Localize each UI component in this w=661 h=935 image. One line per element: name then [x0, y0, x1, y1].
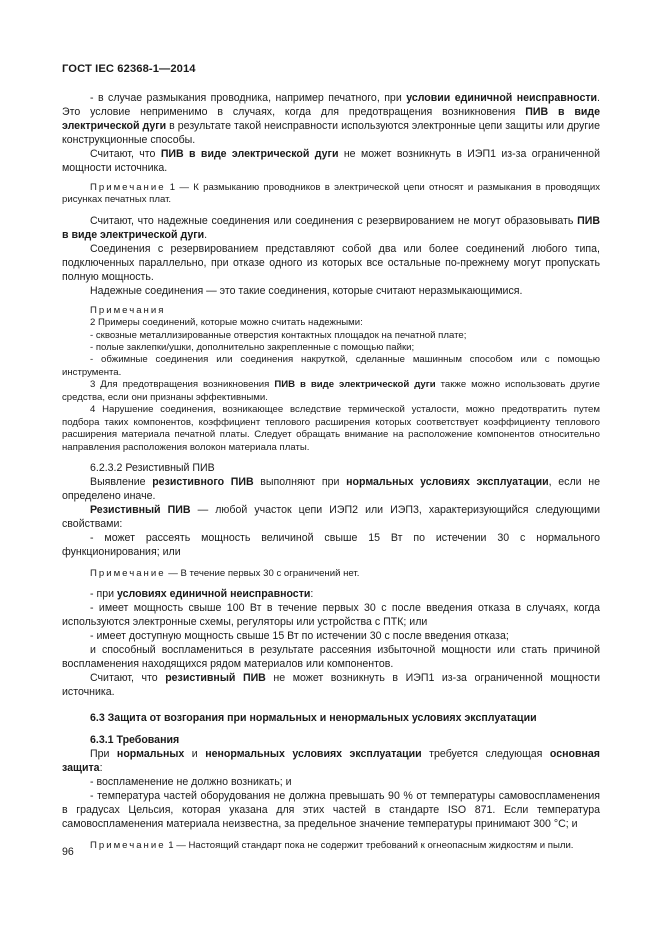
page-body	[62, 92, 600, 852]
list-item-no-ignition: - воспламенение не должно возникать; и	[90, 776, 292, 789]
term-arcing-pis: ПИВ в виде электрической дуги	[160, 147, 339, 160]
term-resistive-pis: резистивного ПИВ	[152, 476, 254, 489]
paragraph-ignition-capable: и способный воспламениться в результате рассеяния избыточной мощности или стать причиной воспламенения находящихся рядом материалов или компонентов.	[62, 644, 600, 671]
term-arcing-pis: ПИВ в виде электрической дуги	[62, 214, 600, 241]
term-single-fault: условиях единичной неисправности	[116, 588, 311, 601]
paragraph-reliable-connections: Считают, что надежные соединения или соединения с резервированием не могут образовывать ПИВ в виде электрической дуги.	[62, 214, 600, 241]
paragraph-reliable-definition: Надежные соединения — это такие соединения, которые считают неразмыкающимися.	[90, 284, 523, 297]
paragraph-basic-safeguard: При нормальных и ненормальных условиях эксплуатации требуется следующая основная защита:	[62, 748, 600, 775]
term-abnormal-conditions: ненормальных условиях эксплуатации	[205, 748, 422, 761]
paragraph-resistive-es1: Считают, что резистивный ПИВ не может возникнуть в ИЭП1 из-за ограниченной мощности источника.	[62, 672, 600, 699]
list-item-temperature-limit: - температура частей оборудования не должна превышать 90 % от температуры самовоспламенения в градусах Цельсия, которая указана для этих частей в стандарте ISO 871. Если температура самовоспламенения материала неизвестна, за предельное значение температуры принимают 300 °С; и	[62, 790, 600, 830]
term-arcing-pis: ПИВ в виде электрической дуги	[62, 105, 601, 132]
notes-block	[62, 305, 600, 455]
note-2-item: - сквозные металлизированные отверстия контактных площадок на печатной плате;	[90, 329, 467, 341]
section-heading-6-3: 6.3 Защита от возгорания при нормальных и ненормальных условиях эксплуатации	[90, 712, 537, 725]
notes-label: Примечания	[90, 304, 166, 316]
term-normal-conditions: нормальных условиях эксплуатации	[346, 476, 549, 489]
term-resistive-pis: резистивный ПИВ	[165, 672, 266, 685]
paragraph-resistive-definition: Резистивный ПИВ — любой участок цепи ИЭП2 или ИЭП3, характеризующийся следующими свойствами:	[62, 504, 600, 531]
list-item-single-fault: - при условиях единичной неисправности:	[90, 588, 314, 601]
paragraph-open-circuit: - в случае размыкания проводника, например печатного, при условии единичной неисправности. Это условие неприменимо в случаях, когда для предотвращения возникновения ПИВ в виде электрической дуги в результате такой неисправности используются электронные цепи защиты или другие конструкционные способы.	[62, 92, 601, 146]
note-3: 3 Для предотвращения возникновения ПИВ в виде электрической дуги также можно использовать другие средства, если они признаны эффективными.	[62, 379, 600, 403]
term-arcing-pis: ПИВ в виде электрической дуги	[274, 379, 436, 391]
document-header: ГОСТ IEC 62368-1—2014	[62, 63, 196, 75]
note-1: Примечание 1 — К размыканию проводников в электрической цепи относят и размыкания в проводящих рисунках печатных плат.	[62, 181, 600, 206]
term-resistive-pis: Резистивный ПИВ	[90, 504, 191, 517]
list-item-power-100w: - имеет мощность свыше 100 Вт в течение первых 30 с после введения отказа в случаях, когда используются электронные схемы, регуляторы или устройства с ПТК; или	[62, 602, 600, 629]
note-label: Примечание	[90, 839, 166, 851]
note-2-item: - полые заклепки/ушки, дополнительно закрепленные с помощью пайки;	[90, 341, 415, 353]
note-flammable-liquids: Примечание 1 — Настоящий стандарт пока не содержит требований к огнеопасным жидкостям и пыли.	[90, 839, 574, 851]
note-first-30s: Примечание — В течение первых 30 с ограничений нет.	[90, 567, 360, 579]
page-number: 96	[62, 846, 74, 858]
note-2: 2 Примеры соединений, которые можно считать надежными:	[90, 317, 363, 329]
note-2-item: - обжимные соединения или соединения накруткой, сделанные машинным способом или с помощью инструмента.	[62, 354, 600, 378]
section-heading-6-2-3-2: 6.2.3.2 Резистивный ПИВ	[90, 462, 215, 475]
note-4: 4 Нарушение соединения, возникающее вследствие термической усталости, можно предотвратить путем подбора таких компонентов, коэффициент теплового расширения которых соответствует коэффициенту теплового расширения материала печатной платы. Следует обращать внимание на расположение компонентов относительно направления расположения волокон материала платы.	[62, 404, 600, 453]
paragraph-arcing-es1: Считают, что ПИВ в виде электрической дуги не может возникнуть в ИЭП1 из-за ограниченной мощности источника.	[62, 147, 600, 174]
list-item-available-15w: - имеет доступную мощность свыше 15 Вт по истечении 30 с после введения отказа;	[90, 630, 509, 643]
term-basic-safeguard: основная защита	[62, 748, 600, 775]
term-single-fault: условии единичной неисправности	[406, 92, 598, 104]
section-heading-6-3-1: 6.3.1 Требования	[90, 734, 180, 747]
term-normal: нормальных	[116, 748, 185, 761]
note-label: Примечание	[90, 567, 166, 579]
paragraph-redundant-connections: Соединения с резервированием представляют собой два или более соединений любого типа, подключенных параллельно, при отказе одного из которых все остальные по-прежнему могут пропускать полную мощность.	[62, 242, 600, 283]
list-item-power-15w: - может рассеять мощность величиной свыше 15 Вт по истечении 30 с нормального функционирования; или	[62, 532, 600, 558]
note-label: Примечание	[90, 181, 166, 193]
paragraph-resistive-detection: Выявление резистивного ПИВ выполняют при нормальных условиях эксплуатации, если не определено иначе.	[62, 476, 600, 503]
